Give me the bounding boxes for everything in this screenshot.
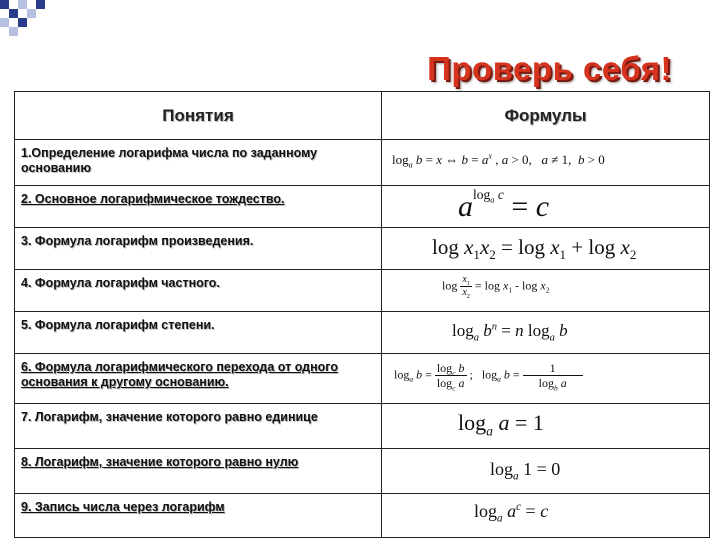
formula-cell	[382, 186, 710, 228]
page-title: Проверь себя!	[427, 50, 672, 87]
formula-quotient: log $\frac{x_1}{x_2}$ = $\log x_1$ - $\log x_2$	[442, 274, 550, 300]
formula-power: $\log_a b^n = n$ $\log_a b$	[452, 321, 568, 344]
formula-log-one: $\log_a a = 1$	[458, 410, 544, 439]
table-row	[15, 449, 710, 494]
table-row	[15, 404, 710, 449]
concept-label: 8. Логарифм, значение которого равно нулю	[21, 455, 299, 469]
table-row	[15, 494, 710, 538]
formula-cell	[382, 312, 710, 354]
concept-label: 5. Формула логарифм степени.	[21, 318, 215, 332]
concept-label: 4. Формула логарифм частного.	[21, 276, 220, 290]
corner-squares-decoration	[0, 0, 720, 40]
formula-cell	[382, 404, 710, 449]
formulas-table	[14, 91, 710, 538]
formula-number-as-log: $\log_a a^c = c$	[474, 501, 549, 525]
table-row	[15, 312, 710, 354]
formula-product: $\log x_1x_2 = \log x_1 + \log x_2$	[432, 235, 637, 263]
formula-definition: $\log_a b = x$ ⇔ $b = a^x$ , a > 0, a ≠ 1, b > 0	[392, 151, 605, 170]
concept-cell	[15, 270, 382, 312]
formula-log-zero: $\log_a 1 = 0$	[490, 459, 561, 483]
concept-cell	[15, 494, 382, 538]
concept-cell	[15, 186, 382, 228]
concept-cell	[15, 354, 382, 404]
concept-label: 6. Формула логарифмического перехода от одного основания к другому основанию.	[21, 360, 338, 389]
column-header-concepts: Понятия	[15, 92, 382, 140]
formula-identity: $a^{log_a c} = c$	[458, 187, 550, 223]
table-row	[15, 228, 710, 270]
table-row	[15, 354, 710, 404]
formula-cell	[382, 270, 710, 312]
formula-cell	[382, 140, 710, 186]
concept-label: 9. Запись числа через логарифм	[21, 500, 225, 514]
table-row	[15, 186, 710, 228]
table-header-row	[15, 92, 710, 140]
formula-cell	[382, 228, 710, 270]
table-row	[15, 140, 710, 186]
concept-label: 1.Определение логарифма числа по заданному основанию	[21, 146, 318, 175]
concept-cell	[15, 312, 382, 354]
concept-label: 2. Основное логарифмическое тождество.	[21, 192, 285, 206]
concept-label: 7. Логарифм, значение которого равно единице	[21, 410, 318, 424]
column-header-formulas: Формулы	[382, 92, 710, 140]
formula-cell	[382, 494, 710, 538]
formula-base-change: $\log_a b$ = $\frac{\log_c b}{\log_c a}$ ; $\log_a b$ = $\frac{1}{\log_b a}$	[394, 362, 583, 389]
concept-cell	[15, 140, 382, 186]
concept-cell	[15, 449, 382, 494]
concept-label: 3. Формула логарифм произведения.	[21, 234, 254, 248]
concept-cell	[15, 228, 382, 270]
formula-cell	[382, 354, 710, 404]
table-row	[15, 270, 710, 312]
formula-cell	[382, 449, 710, 494]
concept-cell	[15, 404, 382, 449]
